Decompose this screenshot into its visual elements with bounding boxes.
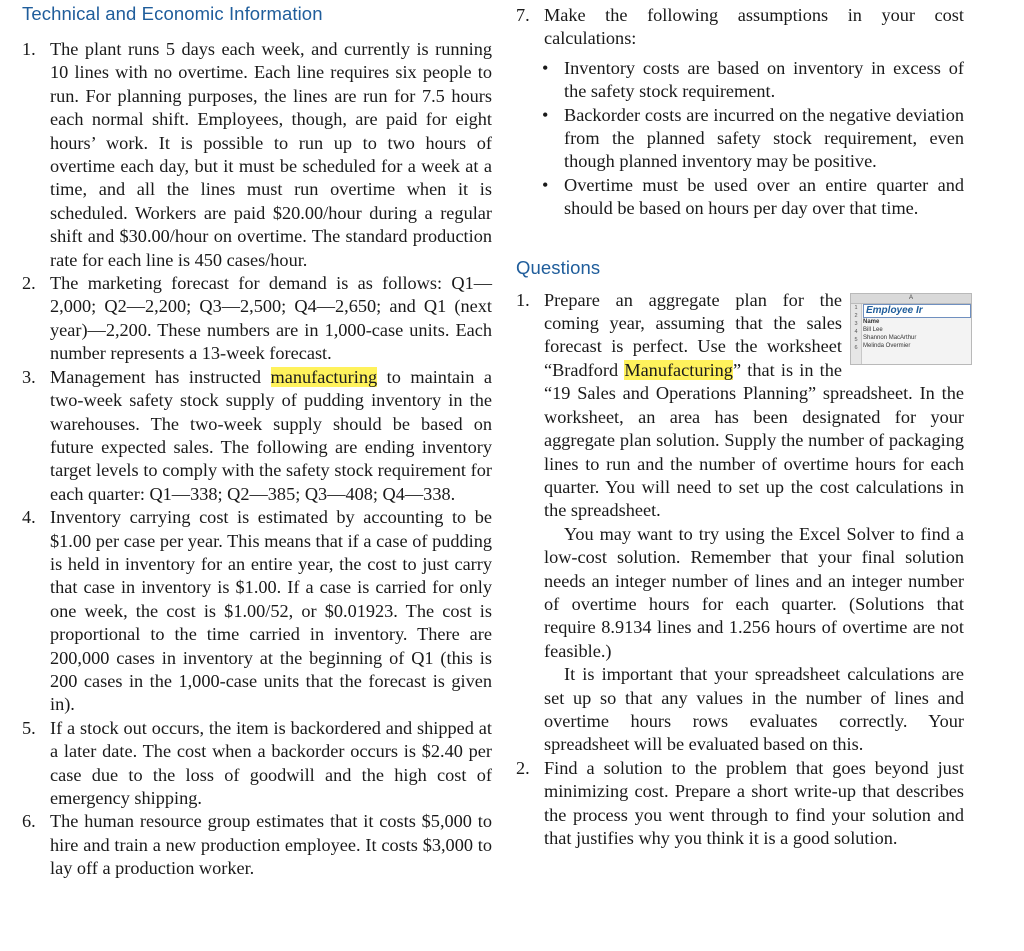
thumbnail-cells (863, 304, 971, 350)
thumbnail-row-numbers (851, 304, 862, 364)
thumbnail-title: Employee Ir (863, 304, 971, 318)
item-number: 7. (516, 5, 530, 25)
question-item (516, 289, 964, 757)
item-text: Make the following assumptions in your cost calculations: (544, 5, 964, 49)
thumbnail-cell: Name (863, 318, 880, 325)
item-number: 6. (22, 811, 36, 832)
right-column (516, 4, 964, 850)
row-number: 4 (854, 328, 858, 335)
left-column (22, 4, 492, 881)
item-number: 3. (22, 366, 36, 387)
section-heading-questions: Questions (516, 256, 601, 278)
list-item (22, 717, 492, 811)
question-item (516, 757, 964, 851)
spreadsheet-thumbnail (850, 293, 972, 365)
bullet-text: Backorder costs are incurred on the negative deviation from the planned safety stock requirement, even though planned inventory may be positive. (564, 104, 964, 172)
list-item (516, 4, 964, 51)
item-number: 1. (22, 39, 36, 59)
item-text: The marketing forecast for demand is as follows: Q1—2,000; Q2—2,200; Q3—2,500; Q4—2,650; and Q1 (next year)—2,200. These numbers are in 1,000-case units. Each number represents a 13-week forecast. (50, 273, 492, 364)
item-number: 4. (22, 507, 36, 528)
row-number: 5 (854, 336, 858, 343)
question-text: Prepare an aggregate plan for the coming year, assuming that the sales forecast is perfect. Use the worksheet “Bradford (544, 289, 842, 380)
bullet-text: Inventory costs are based on inventory in excess of the safety stock requirement. (564, 57, 964, 102)
item-number: 2. (22, 273, 36, 294)
thumbnail-cell: Shannon MacArthur (863, 334, 917, 341)
bullet-text: Overtime must be used over an entire quarter and should be based on hours per day over that time. (564, 174, 964, 219)
row-number: 1 (854, 304, 858, 311)
technical-info-list (22, 38, 492, 881)
bullet-item (516, 57, 964, 104)
item-text: If a stock out occurs, the item is backordered and shipped at a later date. The cost when a backorder occurs is $2.40 per case due to the loss of goodwill and the high cost of emergency shipping. (50, 717, 492, 808)
bullet-icon: • (542, 104, 549, 125)
item-text: Inventory carrying cost is estimated by accounting to be $1.00 per case per year. This means that if a case of pudding is held in inventory for an entire year, the cost to just carry that case in inventory is $1.00. If a case is carried for only one week, the cost is $1.00/52, or $0.01923. The cost is proportional to the time carried in inventory. There are 200,000 cases in inventory at the beginning of Q1 (this is 200 cases in the 1,000-case units that the forecast is given in). (50, 507, 492, 715)
item-text: The plant runs 5 days each week, and currently is running 10 lines with no overtime. Each line requires six people to run. For planning purposes, the lines are run for 7.5 hours each normal shift. Employees, though, are paid for eight hours’ work. It is possible to run up to two hours of overtime each day, but it must be scheduled for a week at a time, and all the lines must run overtime when it is scheduled. Workers are paid $20.00/hour during a regular shift and $30.00/hour on overtime. The standard production rate for each line is 450 cases/hour. (50, 39, 492, 270)
list-item (22, 810, 492, 880)
bullet-icon: • (542, 57, 549, 78)
highlighted-text: manufacturing (270, 366, 378, 387)
bullet-icon: • (542, 174, 549, 195)
bullet-item (516, 104, 964, 174)
question-paragraph: You may want to try using the Excel Solver to find a low-cost solution. Remember that your final solution needs an integer number of lines and an integer number of overtime hours for each quarter. (Solutions that require 8.9134 lines and 1.256 hours of overtime are not feasible.) (544, 523, 964, 661)
list-item (22, 272, 492, 366)
question-paragraph: It is important that your spreadsheet calculations are set up so that any values in the number of lines and overtime hours rows evaluates correctly. Your spreadsheet will be evaluated based on this. (544, 664, 964, 755)
item-text: to maintain a two-week safety stock supply of pudding inventory in the warehouses. The two-week supply should be based on future expected sales. The following are ending inventory target levels to comply with the safety stock requirement for each quarter: Q1—338; Q2—385; Q3—408; Q4—338. (50, 366, 493, 504)
thumbnail-column-header: A (851, 294, 971, 304)
row-number: 6 (854, 344, 858, 351)
item-number: 1. (516, 289, 530, 310)
item-text: The human resource group estimates that it costs $5,000 to hire and train a new production employee. It costs $3,000 to lay off a production worker. (50, 811, 492, 879)
highlighted-text: Manufacturing (624, 359, 733, 380)
row-number: 2 (854, 312, 858, 319)
thumbnail-cell: Bill Lee (863, 326, 883, 333)
assumptions-list (516, 4, 964, 51)
list-item (22, 38, 492, 272)
question-text: Find a solution to the problem that goes beyond just minimizing cost. Prepare a short write-up that describes the process you went through to find your solution and that justifies why you think it is a good solution. (544, 757, 964, 848)
list-item (22, 506, 492, 717)
questions-list (516, 289, 964, 851)
row-number: 3 (854, 320, 858, 327)
list-item (22, 366, 492, 506)
bullet-item (516, 174, 964, 221)
item-number: 2. (516, 757, 530, 778)
assumption-bullets (516, 57, 964, 221)
item-number: 5. (22, 717, 36, 738)
thumbnail-cell: Melinda Overmier (863, 342, 911, 349)
item-text: Management has instructed (50, 366, 271, 387)
question-text: ” that is in the “19 Sales and Operations Planning” spreadsheet. In the worksheet, an area has been designated for your aggregate plan solution. Supply the number of packaging lines to run and the number of overtime hours for each quarter. You will need to set up the cost calculations in the spreadsheet. (544, 359, 964, 521)
section-heading-technical: Technical and Economic Information (22, 3, 323, 24)
